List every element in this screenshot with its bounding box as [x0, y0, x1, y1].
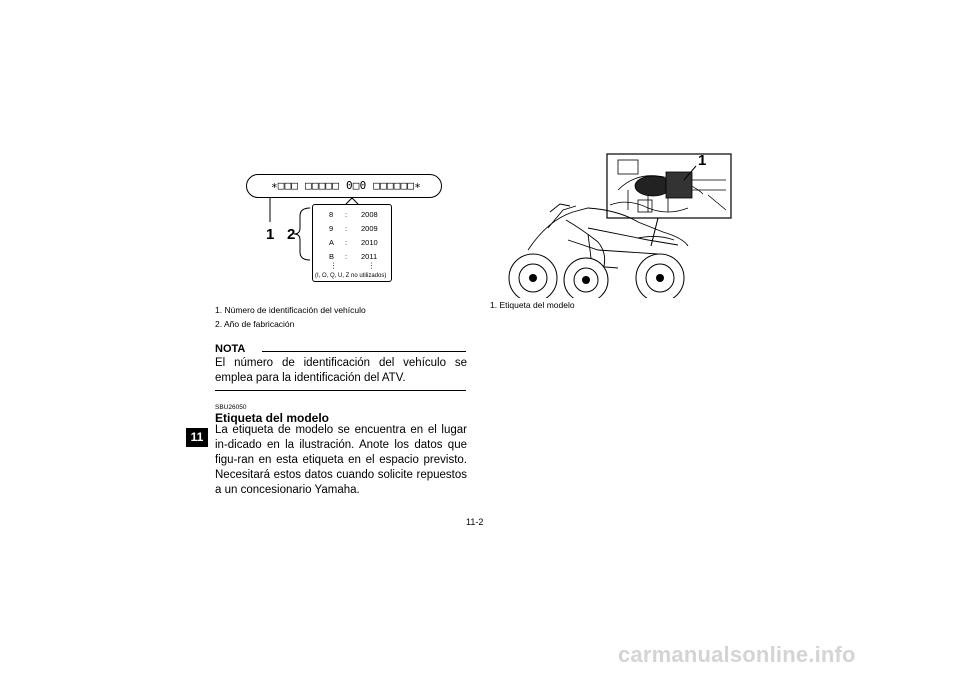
year-row: A : 2010 — [329, 238, 378, 247]
caption-item: 2. Año de fabricación — [215, 319, 295, 329]
section-title: Etiqueta del modelo — [215, 411, 330, 425]
atv-model-label-figure — [488, 150, 738, 300]
caption-item: 1. Número de identificación del vehículo — [215, 305, 366, 315]
page-number: 11-2 — [466, 517, 484, 527]
atv-illustration — [488, 150, 738, 300]
year-row: ⋮ ⋮ — [330, 261, 376, 270]
section-body: La etiqueta de modelo se encuentra en el lugar in-dicado en la ilustración. Anote los datos que figu-ran en esta etiqueta en el espacio previsto. Necesitará estos datos cuando solicite repuestos a un concesionario Yamaha. — [215, 424, 467, 496]
callout-2: 2 — [287, 226, 296, 243]
vin-pattern: ∗□□□ □□□□□ 0□0 □□□□□□∗ — [270, 179, 422, 192]
nota-rule-bottom — [215, 390, 466, 391]
vin-diagram — [240, 170, 450, 285]
year-note: (I, O, Q, U, Z no utilizados) — [315, 273, 387, 279]
year-row: B : 2011 — [329, 252, 378, 261]
nota-title: NOTA — [215, 343, 246, 355]
nota-text: El número de identificación del vehículo se emplea para la identificación del ATV. — [215, 357, 467, 384]
nota-rule-top — [262, 351, 466, 352]
figure-caption: 1. Etiqueta del modelo — [490, 300, 575, 310]
year-row: 9 : 2009 — [329, 224, 378, 233]
watermark-link[interactable]: carmanualsonline.info — [618, 642, 856, 667]
section-code: SBU26050 — [215, 404, 247, 411]
figure-callout-1: 1 — [698, 152, 707, 169]
callout-1: 1 — [266, 226, 275, 243]
vin-caption-list — [215, 303, 366, 331]
year-row: 8 : 2008 — [329, 210, 378, 219]
chapter-tab: 11 — [186, 428, 208, 447]
year-code-table — [312, 204, 392, 282]
